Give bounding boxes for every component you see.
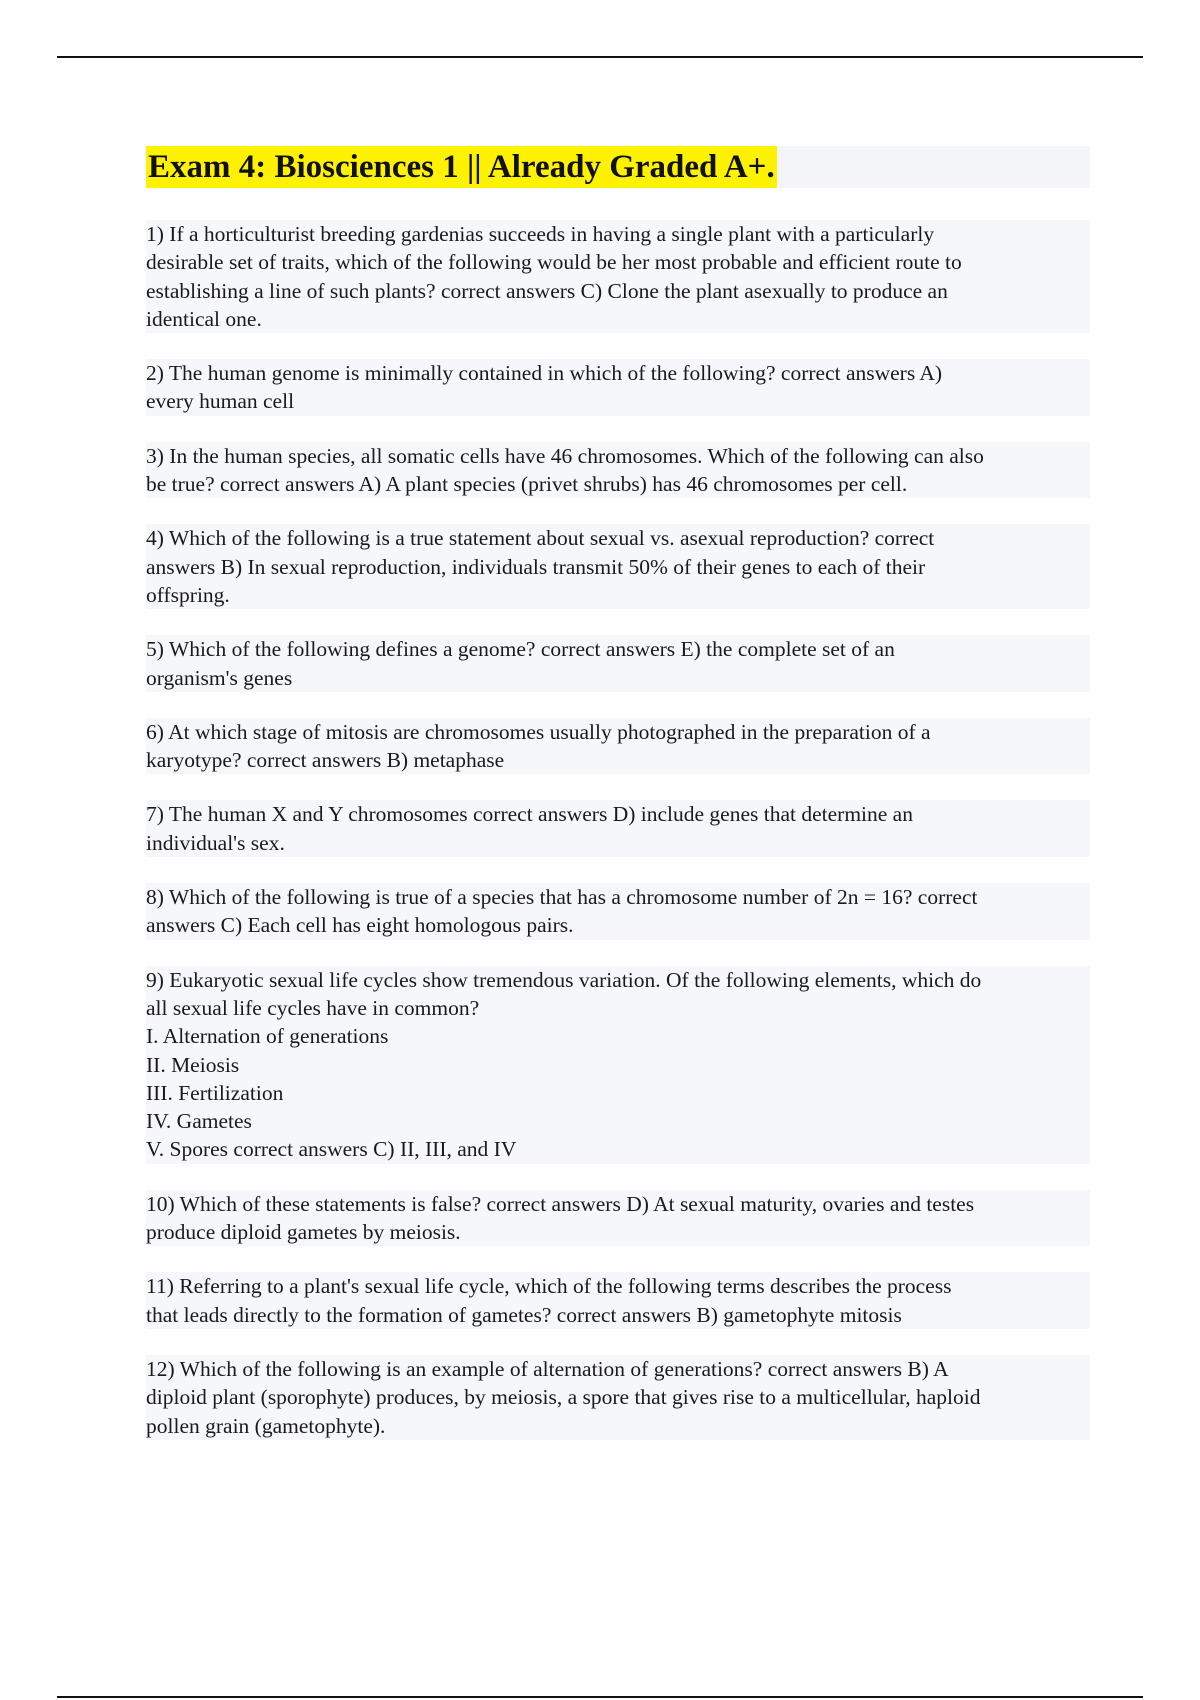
question-item [146,800,1090,857]
question-text-line: produce diploid gametes by meiosis. [146,1220,461,1245]
question-item [146,883,1090,940]
question-text-line: 1) If a horticulturist breeding gardenias succeeds in having a single plant with a particularly [146,222,935,246]
title-block [146,146,1090,188]
question-text-line: 3) In the human species, all somatic cells have 46 chromosomes. Which of the following can also [146,443,984,468]
question-item [146,966,1090,1164]
question-text-line: answers C) Each cell has eight homologous pairs. [146,913,574,938]
question-text-line: 12) Which of the following is an example of alternation of generations? correct answers B) A [146,1356,949,1381]
question-text-line: 7) The human X and Y chromosomes correct answers D) include genes that determine an [146,802,913,827]
question-item [146,442,1090,499]
question-text-line: diploid plant (sporophyte) produces, by meiosis, a spore that gives rise to a multicellular, haploid [146,1385,981,1410]
question-list [146,220,1090,1440]
question-text-line: identical one. [146,306,262,331]
question-text-line: organism's genes [146,665,293,690]
question-text-line: 6) At which stage of mitosis are chromosomes usually photographed in the preparation of a [146,719,931,744]
document-title: Exam 4: Biosciences 1 || Already Graded A+. [146,146,777,188]
question-text-line: all sexual life cycles have in common? [146,995,480,1020]
document-body [146,146,1090,1466]
question-item [146,359,1090,416]
question-item [146,220,1090,333]
question-text-line: answers B) In sexual reproduction, individuals transmit 50% of their genes to each of their [146,554,926,579]
question-text-line: that leads directly to the formation of gametes? correct answers B) gametophyte mitosis [146,1302,902,1327]
question-text-line: 2) The human genome is minimally contained in which of the following? correct answers A) [146,361,943,386]
question-text-line: IV. Gametes [146,1109,252,1134]
question-text-line: III. Fertilization [146,1080,284,1105]
question-text-line: pollen grain (gametophyte). [146,1413,386,1438]
question-item [146,524,1090,609]
question-text-line: desirable set of traits, which of the following would be her most probable and efficient route to [146,250,962,275]
question-text-line: 9) Eukaryotic sexual life cycles show tremendous variation. Of the following elements, which do [146,967,982,992]
question-text-line: II. Meiosis [146,1052,240,1077]
question-text-line: establishing a line of such plants? correct answers C) Clone the plant asexually to produce an [146,278,948,303]
question-text-line: I. Alternation of generations [146,1024,389,1049]
question-text-line: be true? correct answers A) A plant species (privet shrubs) has 46 chromosomes per cell. [146,472,908,497]
question-text-line: V. Spores correct answers C) II, III, and IV [146,1137,517,1162]
question-text-line: 4) Which of the following is a true statement about sexual vs. asexual reproduction? correct [146,526,935,551]
question-text-line: 11) Referring to a plant's sexual life cycle, which of the following terms describes the process [146,1274,952,1299]
question-text-line: every human cell [146,389,295,414]
question-item [146,718,1090,775]
question-text-line: 10) Which of these statements is false? correct answers D) At sexual maturity, ovaries and testes [146,1191,975,1216]
question-item [146,635,1090,692]
question-text-line: 5) Which of the following defines a genome? correct answers E) the complete set of an [146,637,895,662]
bottom-rule [57,1696,1143,1698]
question-text-line: 8) Which of the following is true of a species that has a chromosome number of 2n = 16? correct [146,885,978,910]
question-item [146,1190,1090,1247]
top-rule [57,56,1143,58]
question-item [146,1272,1090,1329]
question-text-line: individual's sex. [146,830,285,855]
question-item [146,1355,1090,1440]
question-text-line: karyotype? correct answers B) metaphase [146,748,505,773]
question-text-line: offspring. [146,582,230,607]
